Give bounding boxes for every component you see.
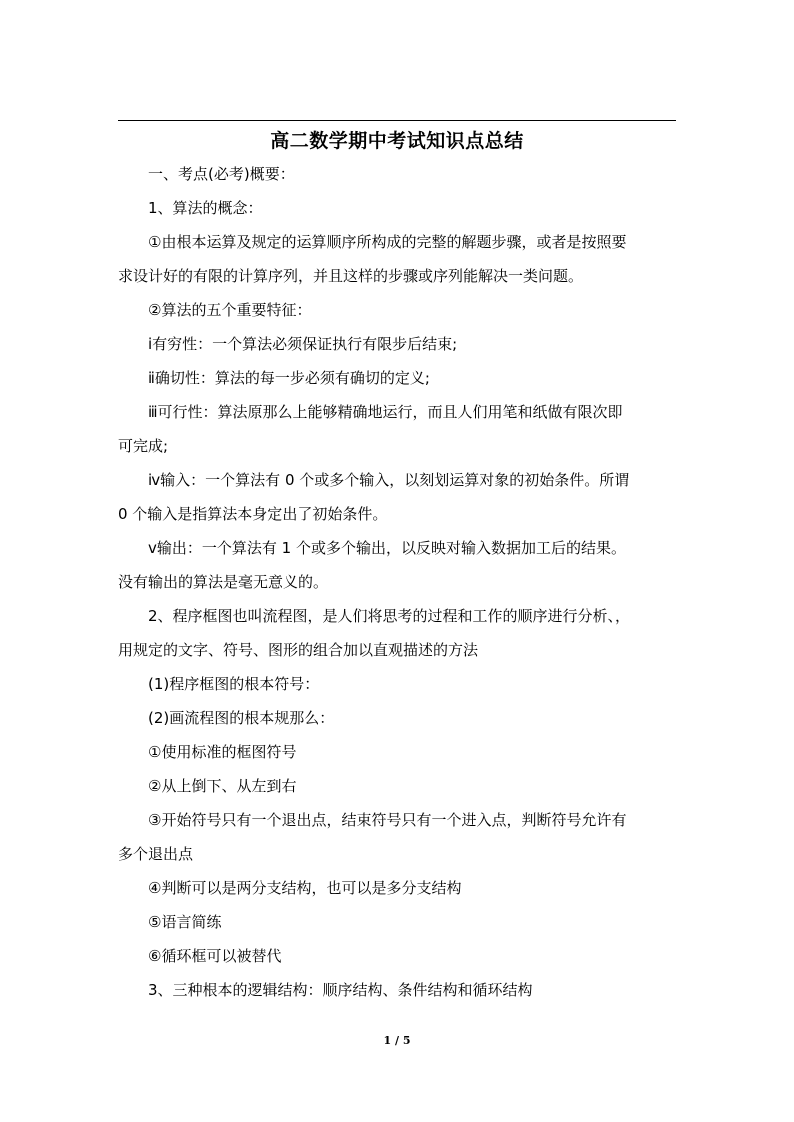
paragraph (118, 871, 678, 905)
text-line: 2、程序框图也叫流程图，是人们将思考的过程和工作的顺序进行分析、， (148, 607, 631, 625)
page-number: 1 / 5 (383, 1034, 411, 1047)
text-line: ②算法的五个重要特征： (148, 301, 312, 319)
text-line: ⑥循环框可以被替代 (148, 947, 282, 965)
paragraph (118, 599, 678, 667)
text-line: ④判断可以是两分支结构，也可以是多分支结构 (148, 879, 462, 897)
text-line: 0 个输入是指算法本身定出了初始条件。 (118, 505, 388, 523)
paragraph (118, 973, 678, 1007)
paragraph (118, 191, 678, 225)
paragraph (118, 905, 678, 939)
paragraph (118, 939, 678, 973)
text-line: 求设计好的有限的计算序列，并且这样的步骤或序列能解决一类问题。 (118, 267, 584, 285)
paragraph (118, 293, 678, 327)
paragraph (118, 395, 678, 463)
text-line: ①使用标准的框图符号 (148, 743, 297, 761)
text-line: 可完成; (118, 437, 169, 455)
paragraph (118, 531, 678, 599)
text-line: 多个退出点 (118, 845, 194, 863)
text-line: (1)程序框图的根本符号： (148, 675, 320, 693)
document-body (118, 157, 678, 1007)
text-line: ③开始符号只有一个退出点，结束符号只有一个进入点，判断符号允许有 (148, 811, 627, 829)
paragraph (118, 327, 678, 361)
text-line: ⑤语言简练 (148, 913, 222, 931)
text-line: (2)画流程图的根本规那么： (148, 709, 335, 727)
paragraph (118, 667, 678, 701)
paragraph (118, 157, 678, 191)
header-rule (118, 120, 676, 121)
text-line: 用规定的文字、符号、图形的组合加以直观描述的方法 (118, 641, 479, 659)
text-line: ⅳ输入：一个算法有 0 个或多个输入，以刻划运算对象的初始条件。所谓 (148, 471, 630, 489)
text-line: ⅴ输出：一个算法有 1 个或多个输出，以反映对输入数据加工后的结果。 (148, 539, 626, 557)
document-title: 高二数学期中考试知识点总结 (270, 130, 524, 152)
text-line: 一、考点(必考)概要： (148, 165, 295, 183)
text-line: ①由根本运算及规定的运算顺序所构成的完整的解题步骤，或者是按照要 (148, 233, 627, 251)
text-line: ②从上倒下、从左到右 (148, 777, 297, 795)
text-line: 没有输出的算法是毫无意义的。 (118, 573, 329, 591)
paragraph (118, 769, 678, 803)
paragraph (118, 803, 678, 871)
paragraph (118, 225, 678, 293)
paragraph (118, 735, 678, 769)
paragraph (118, 701, 678, 735)
paragraph (118, 463, 678, 531)
text-line: ⅰ有穷性：一个算法必须保证执行有限步后结束; (148, 335, 458, 353)
paragraph (118, 361, 678, 395)
text-line: 3、三种根本的逻辑结构：顺序结构、条件结构和循环结构 (148, 981, 533, 999)
text-line: ⅱ确切性：算法的每一步必须有确切的定义; (148, 369, 430, 387)
text-line: 1、算法的概念： (148, 199, 263, 217)
text-line: ⅲ可行性：算法原那么上能够精确地运行，而且人们用笔和纸做有限次即 (148, 403, 623, 421)
